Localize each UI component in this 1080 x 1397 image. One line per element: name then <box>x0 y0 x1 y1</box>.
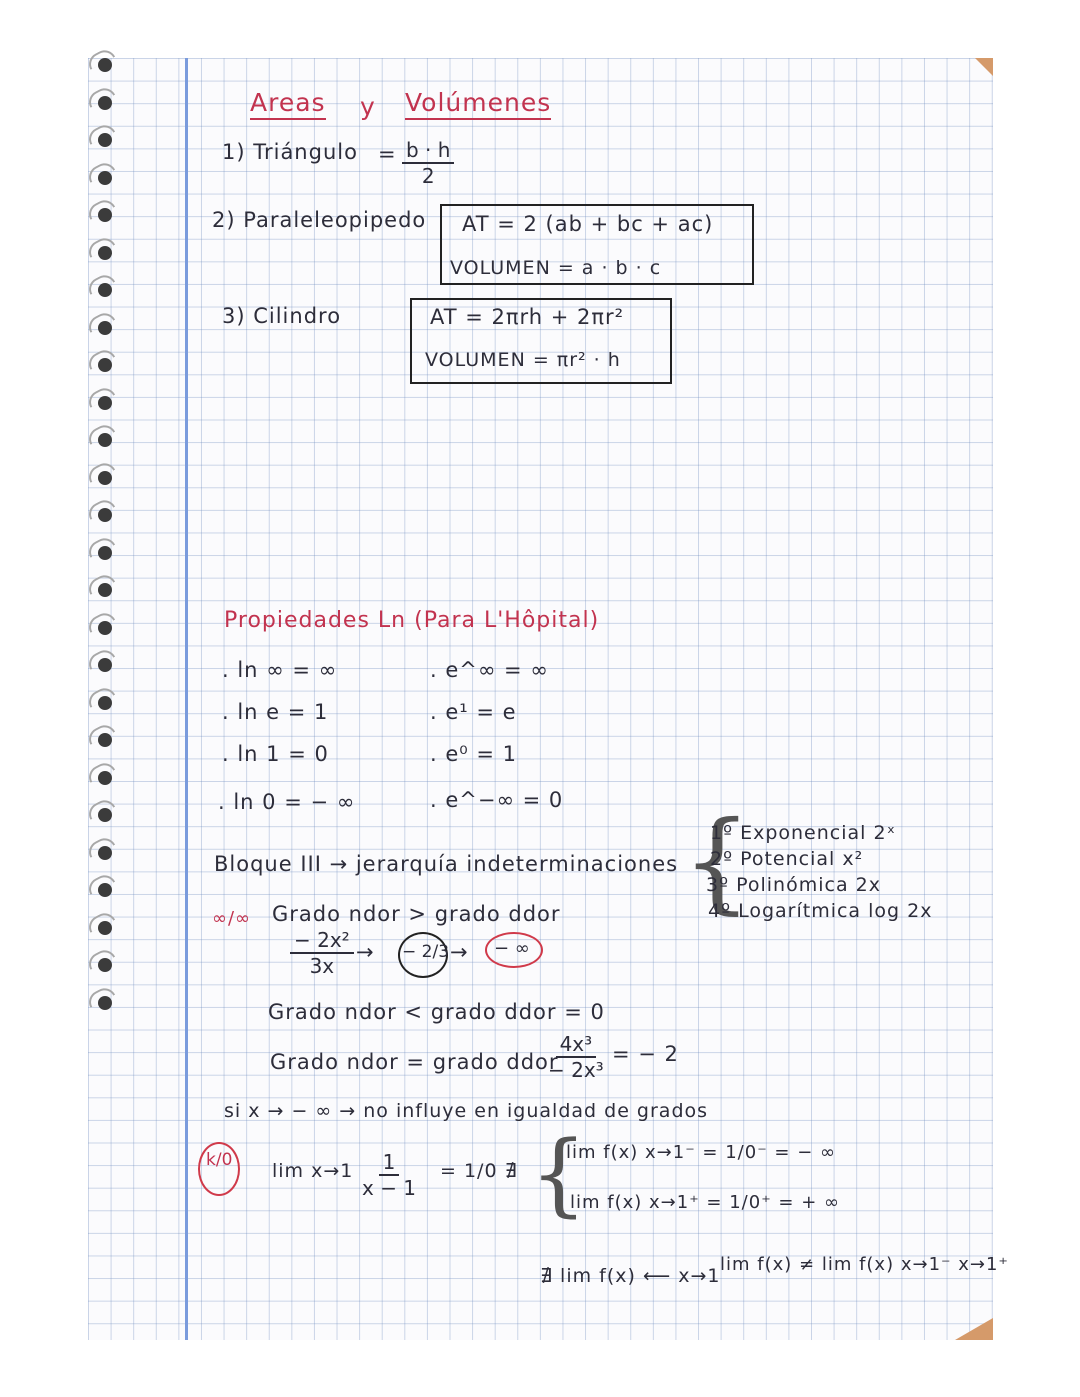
hierarchy-4: 4º Logarítmica log 2x <box>708 900 933 922</box>
inf-over-inf: ∞/∞ <box>212 908 252 929</box>
hierarchy-2: 2º Potencial x² <box>710 848 864 870</box>
binding-ring <box>84 880 126 902</box>
limit-fraction: $\frac{1}{x - 1}$ <box>362 1150 417 1200</box>
hierarchy-1: 1º Exponencial 2ˣ <box>710 822 896 844</box>
page-corner <box>955 1318 993 1340</box>
prop-right-2: . e¹ = e <box>430 700 517 724</box>
prop-right-1: . e^∞ = ∞ <box>430 658 549 682</box>
no-limit: ∄ lim f(x) ⟵ x→1 <box>540 1265 721 1287</box>
parallelepiped-area: AT = 2 (ab + bc + ac) <box>462 212 714 236</box>
prop-left-4: . ln 0 = − ∞ <box>218 790 356 814</box>
hierarchy-3: 3º Polinómica 2x <box>706 874 881 896</box>
binding-ring <box>84 655 126 677</box>
hierarchy-brace: { <box>682 797 752 925</box>
binding-ring <box>84 505 126 527</box>
binding-ring <box>84 955 126 977</box>
limit-left: lim f(x) x→1⁻ = 1/0⁻ = − ∞ <box>566 1142 837 1163</box>
cylinder-area: AT = 2πrh + 2πr² <box>430 305 625 329</box>
grado-case-3-result: = − 2 <box>612 1042 679 1066</box>
binding-ring <box>84 993 126 1015</box>
binding-ring <box>84 55 126 77</box>
title-areas: Areas <box>250 88 326 117</box>
binding-ring <box>84 243 126 265</box>
parallelepiped-label: 2) Paraleleopipedo <box>212 208 427 232</box>
binding-ring <box>84 468 126 490</box>
prop-left-1: . ln ∞ = ∞ <box>222 658 338 682</box>
binding-ring <box>84 918 126 940</box>
cylinder-label: 3) Cilindro <box>222 304 342 328</box>
limit-eq: = 1/0 ∄ <box>440 1160 518 1182</box>
bloque-heading: Bloque III → jerarquía indeterminaciones <box>214 852 679 876</box>
triangle-formula: $\frac{b \cdot h}{2}$ <box>402 138 454 188</box>
prop-right-3: . e⁰ = 1 <box>430 742 517 766</box>
binding-ring <box>84 393 126 415</box>
arrow: → <box>356 940 375 964</box>
triangle-label: 1) Triángulo <box>222 140 358 164</box>
binding-ring <box>84 618 126 640</box>
title-y: y <box>360 92 376 121</box>
grado-case-2: Grado ndor < grado ddor = 0 <box>268 1000 605 1024</box>
prop-right-4: . e^−∞ = 0 <box>430 788 564 812</box>
binding-ring <box>84 580 126 602</box>
binding-ring <box>84 693 126 715</box>
cylinder-volume: VOLUMEN = πr² · h <box>425 349 621 371</box>
spiral-binding <box>84 55 134 1015</box>
properties-title: Propiedades Ln (Para L'Hôpital) <box>224 608 600 633</box>
grado-case-3-fraction: $\frac{\text{4x³}}{\text{− 2x³}}$ <box>548 1032 604 1082</box>
binding-ring <box>84 205 126 227</box>
limit-main: lim x→1 <box>272 1160 354 1182</box>
binding-ring <box>84 355 126 377</box>
grado-case-1-limit: − ∞ <box>494 938 530 959</box>
binding-ring <box>84 543 126 565</box>
triangle-eq: = <box>378 142 397 166</box>
si-note: si x → − ∞ → no influye en igualdad de grados <box>224 1100 709 1122</box>
binding-ring <box>84 280 126 302</box>
prop-left-3: . ln 1 = 0 <box>222 742 329 766</box>
margin-line <box>185 58 188 1340</box>
prop-left-2: . ln e = 1 <box>222 700 329 724</box>
binding-ring <box>84 318 126 340</box>
binding-ring <box>84 93 126 115</box>
binding-ring <box>84 430 126 452</box>
limit-right: lim f(x) x→1⁺ = 1/0⁺ = + ∞ <box>570 1192 841 1213</box>
binding-ring <box>84 843 126 865</box>
grado-case-1-fraction: $\frac{\text{− 2x²}}{3x}$ <box>290 928 354 978</box>
title-volumenes: Volúmenes <box>405 88 551 117</box>
grado-case-1-result: − 2/3 <box>402 942 450 962</box>
binding-ring <box>84 768 126 790</box>
grado-case-1: Grado ndor > grado ddor <box>272 902 561 926</box>
binding-ring <box>84 730 126 752</box>
no-limit-reason: lim f(x) ≠ lim f(x) x→1⁻ x→1⁺ <box>720 1254 1009 1275</box>
limit-brace: { <box>530 1122 588 1227</box>
parallelepiped-volume: VOLUMEN = a · b · c <box>450 257 662 279</box>
binding-ring <box>84 805 126 827</box>
k-over-zero: k/0 <box>206 1150 233 1170</box>
binding-ring <box>84 130 126 152</box>
grado-case-3: Grado ndor = grado ddor <box>270 1050 559 1074</box>
page-corner <box>975 58 993 76</box>
binding-ring <box>84 168 126 190</box>
arrow: → <box>450 940 469 964</box>
